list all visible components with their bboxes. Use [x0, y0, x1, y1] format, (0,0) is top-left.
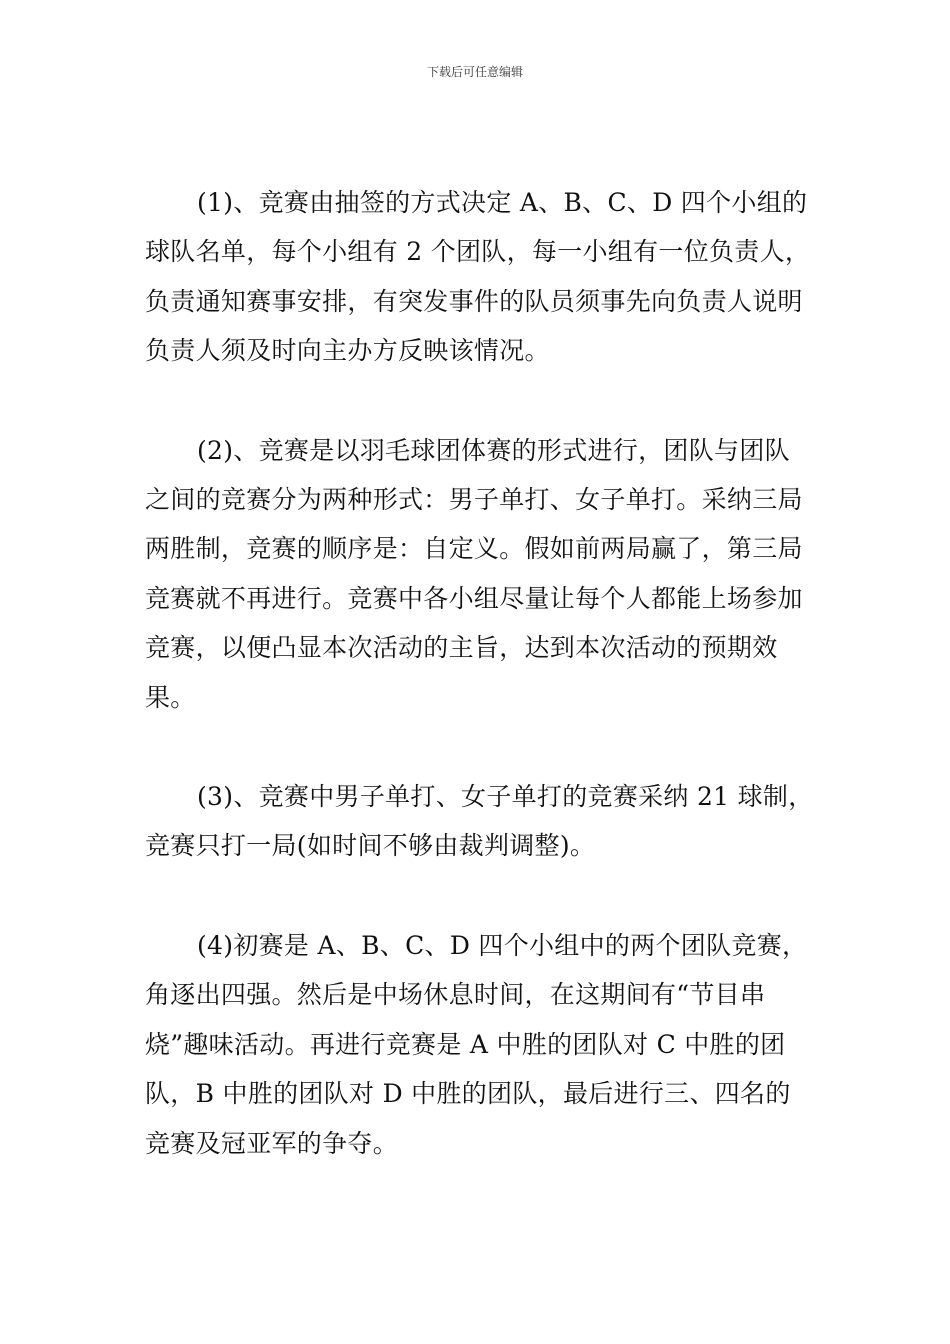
paragraph-4: (4)初赛是 A、B、C、D 四个小组中的两个团队竞赛，角逐出四强。然后是中场休息时间，在这期间有“节目串烧”趣味活动。再进行竞赛是 A 中胜的团队对 C 中胜的团队，B 中胜的团队对 D 中胜的团队，最后进行三、四名的竞赛及冠亚军的争夺。: [145, 930, 808, 1158]
paragraph-2: (2)、竞赛是以羽毛球团体赛的形式进行，团队与团队之间的竞赛分为两种形式：男子单打、女子单打。采纳三局两胜制，竞赛的顺序是：自定义。假如前两局赢了，第三局竞赛就不再进行。竞赛中各小组尽量让每个人都能上场参加竞赛，以便凸显本次活动的主旨，达到本次活动的预期效果。: [145, 435, 803, 712]
paragraph-1: (1)、竞赛由抽签的方式决定 A、B、C、D 四个小组的球队名单，每个小组有 2 个团队，每一小组有一位负责人，负责通知赛事安排，有突发事件的队员须事先向负责人说明负责人须及时向主办方反映该情况。: [145, 188, 811, 366]
page-header: 下载后可任意编辑: [426, 65, 523, 79]
paragraph-3: (3)、竞赛中男子单打、女子单打的竞赛采纳 21 球制，竞赛只打一局(如时间不够由裁判调整)。: [145, 782, 814, 861]
document-body: [145, 178, 815, 1218]
